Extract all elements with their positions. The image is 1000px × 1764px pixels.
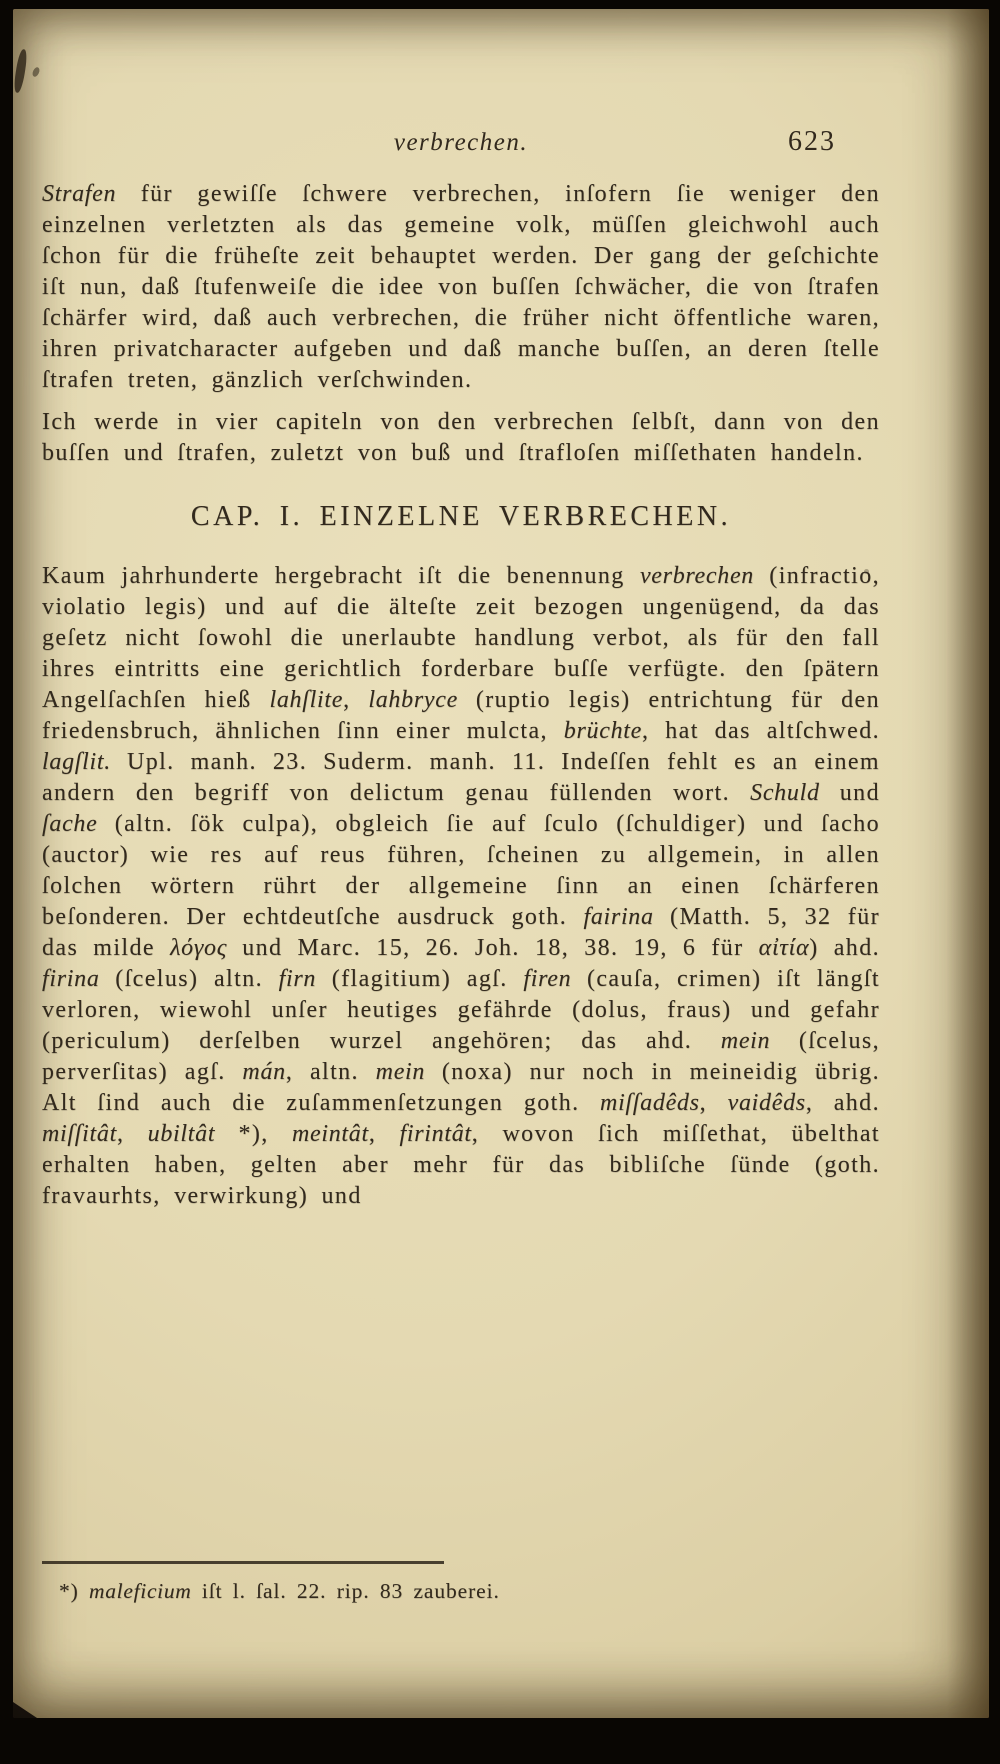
text-run: (Matth. 5, 32 für das milde (42, 904, 880, 961)
text-run: (infractio, violatio legis) und auf die älteſte zeit bezogen ungenügend, da das geſetz nicht ſowohl die unerlaubte handlung verbot, als für den fall ihres eintritts eine gerichtlich forderbare buſſe verfügte. den ſpätern Angelſachſen hieß (42, 563, 880, 713)
chapter-heading: CAP. I. EINZELNE VERBRECHEN. (190, 501, 732, 532)
scan-corner-shadow (13, 1702, 37, 1718)
page-header (42, 126, 880, 157)
text-run: *) (59, 1579, 89, 1603)
italic-text-run: miſſadêds (600, 1090, 700, 1116)
italic-text-run: λόγος (170, 935, 228, 961)
text-run: , wovon ſich miſſethat, übelthat erhalten haben, gelten aber mehr für das bibliſche ſünde (goth. fravaurhts, verwirkung) und (42, 1121, 880, 1209)
text-run: Kaum jahrhunderte hergebracht iſt die benennung (42, 563, 640, 589)
text-run: , (343, 687, 369, 713)
text-run: (altn. ſök culpa), obgleich ſie auf ſculo (ſchuldiger) und ſacho (auctor) wie res auf reus führen, ſcheinen zu allgemein, in allen ſolchen wörtern rührt der allgemeine ſinn an einen ſchärferen beſonderen. Der echtdeutſche ausdruck goth. (42, 811, 880, 930)
text-run: ) ahd. (809, 935, 880, 961)
text-run: (cauſa, crimen) iſt längſt verloren, wiewohl unſer heutiges gefährde (dolus, fraus) und gefahr (periculum) derſelben wurzel angehören; das ahd. (42, 966, 880, 1054)
text-run: (ſcelus, perverſitas) agſ. (42, 1028, 880, 1085)
text-run: (noxa) nur noch in meineidig übrig. Alt ſind auch die zuſammenſetzungen goth. (42, 1059, 880, 1116)
text-run: (ruptio legis) entrichtung für den friedensbruch, ähnlichen ſinn einer mulcta, (42, 687, 880, 744)
italic-text-run: lagſlit. (42, 749, 111, 775)
italic-text-run: αἰτία (758, 935, 810, 961)
italic-text-run: fairina (583, 904, 654, 930)
italic-text-run: miſſitât (42, 1121, 117, 1147)
text-run: , (116, 1121, 148, 1147)
scan-blemish (13, 49, 29, 94)
text-run: Ich werde in vier capiteln von den verbrechen ſelbſt, dann von den buſſen und ſtrafen, zuletzt von buß und ſtrafloſen miſſethaten handeln. (42, 409, 880, 466)
italic-text-run: lahſlite (269, 687, 344, 713)
paragraph-overview (42, 407, 880, 469)
italic-text-run: ubiltât (147, 1121, 216, 1147)
text-run: , altn. (285, 1059, 376, 1085)
italic-text-run: firen (523, 966, 572, 992)
italic-text-run: firn (278, 966, 317, 992)
italic-text-run: meintât (291, 1121, 369, 1147)
text-run: (ſcelus) altn. (99, 966, 279, 992)
text-run: , (699, 1090, 728, 1116)
footnote-rule (42, 1561, 444, 1564)
body-text (42, 179, 880, 1559)
text-run: , hat das altſchwed. (642, 718, 880, 744)
italic-text-run: brüchte (563, 718, 642, 744)
italic-text-run: verbrechen (639, 563, 755, 589)
italic-text-run: firintât (399, 1121, 472, 1147)
text-run: Upl. manh. 23. Suderm. manh. 11. Indeſſen fehlt es an einem andern den begriff von delictum genau füllenden wort. (42, 749, 880, 806)
text-run: und Marc. 15, 26. Joh. 18, 38. 19, 6 für (227, 935, 759, 961)
running-title: verbrechen. (393, 129, 529, 156)
paragraph-main (42, 561, 880, 1212)
footnote-text (42, 1579, 880, 1604)
italic-text-run: Schuld (750, 780, 820, 806)
italic-text-run: firina (42, 966, 100, 992)
italic-text-run: vaidêds (727, 1090, 806, 1116)
italic-text-run: mein (720, 1028, 771, 1054)
italic-text-run: Strafen (42, 181, 117, 207)
scan-blemish (31, 66, 41, 78)
paragraph-strafen (42, 179, 880, 396)
italic-text-run: ſache (42, 811, 98, 837)
footnote-block (42, 1561, 880, 1604)
text-run: , ahd. (805, 1090, 880, 1116)
italic-text-run: lahbryce (368, 687, 458, 713)
text-run: , (368, 1121, 400, 1147)
text-run: *), (215, 1121, 292, 1147)
italic-text-run: maleficium (89, 1579, 192, 1603)
text-run: iſt l. ſal. 22. rip. 83 zauberei. (191, 1579, 500, 1603)
text-run: (flagitium) agſ. (316, 966, 524, 992)
text-run: und (819, 780, 880, 806)
book-page (13, 9, 989, 1718)
italic-text-run: mán (242, 1059, 286, 1085)
text-run: für gewiſſe ſchwere verbrechen, inſofern ſie weniger den einzelnen verletzten als das gemeine volk, müſſen gleichwohl auch ſchon für die früheſte zeit behauptet werden. Der gang der geſchichte iſt nun, daß ſtufenweiſe die idee von buſſen ſchwächer, die von ſtrafen ſchärfer wird, daß auch verbrechen, die früher nicht öffentliche waren, ihren privatcharacter aufgeben und daß manche buſſen, an deren ſtelle ſtrafen treten, gänzlich verſchwinden. (42, 181, 880, 393)
italic-text-run: mein (375, 1059, 426, 1085)
page-number: 623 (788, 126, 836, 157)
